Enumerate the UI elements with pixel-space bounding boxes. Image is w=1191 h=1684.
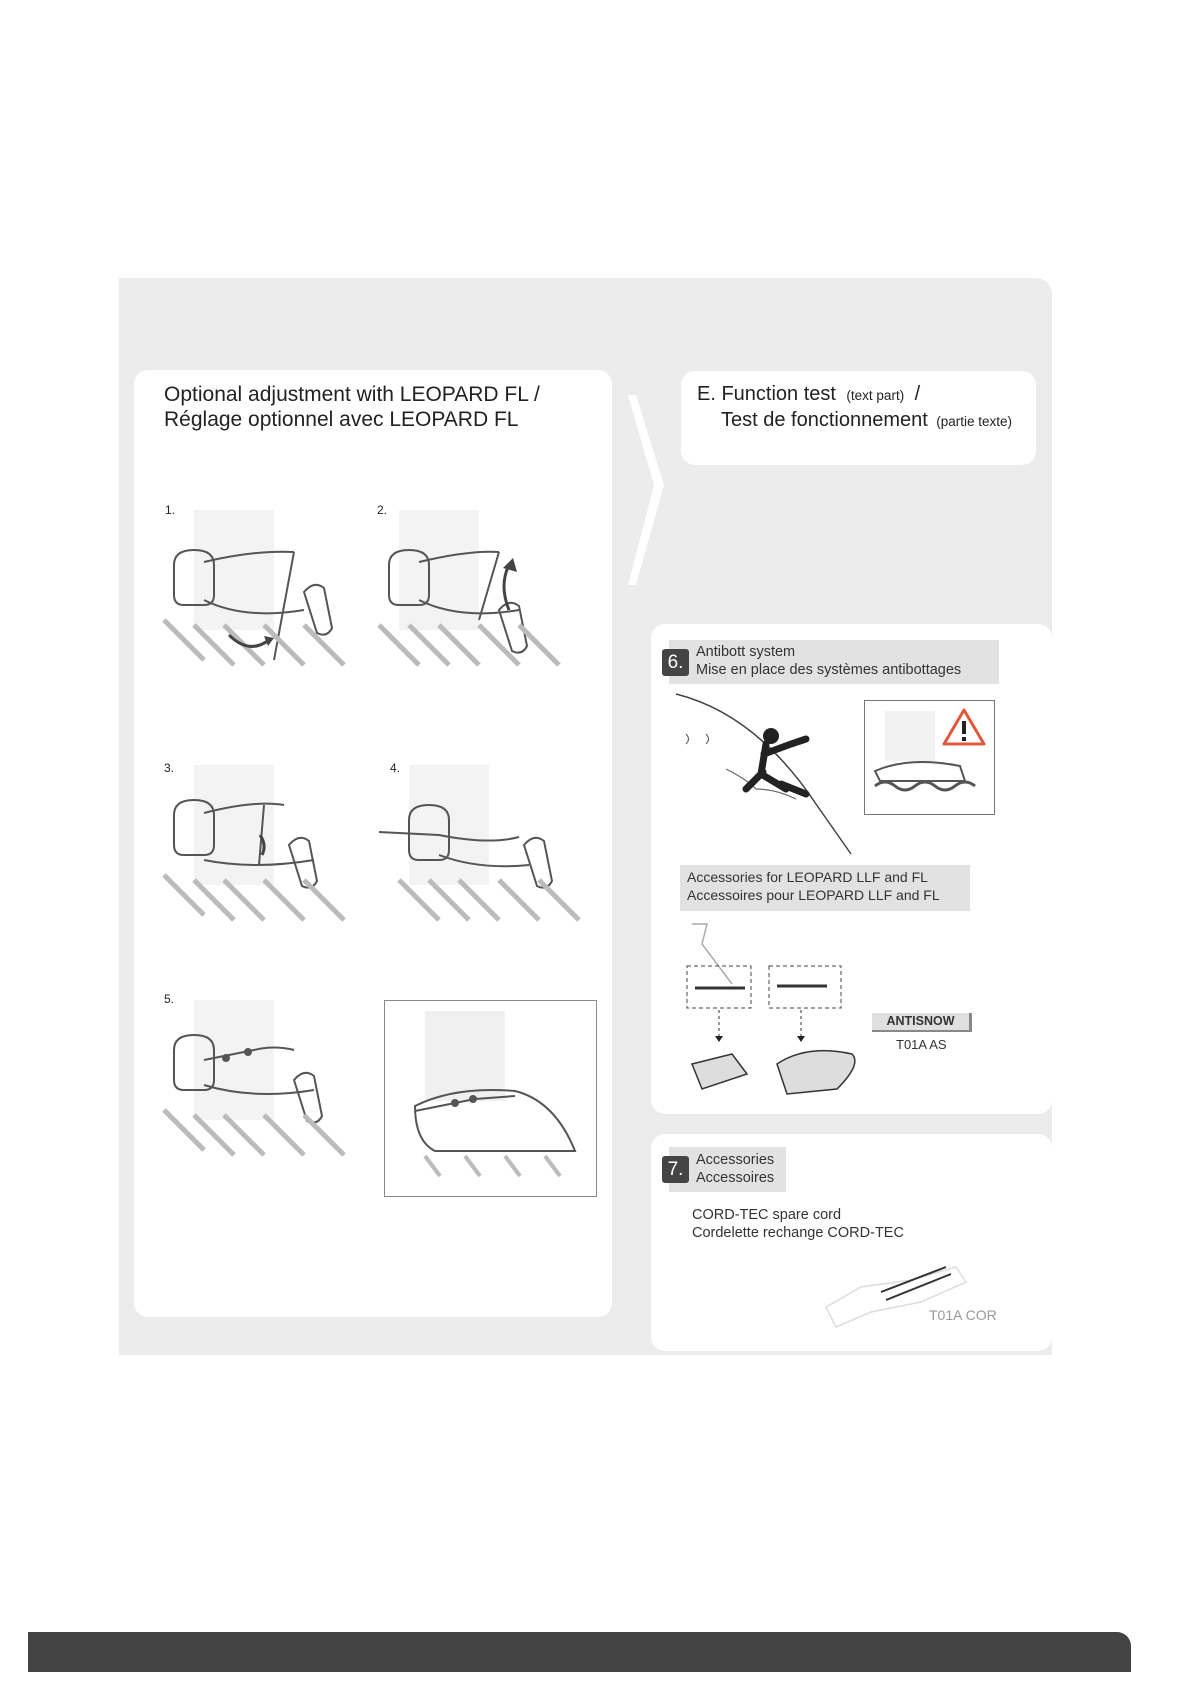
- cord-tec-item-en: CORD-TEC spare cord: [692, 1207, 842, 1223]
- crampon-step-1-illustration: [164, 500, 364, 690]
- accessories-title-en: Accessories for LEOPARD LLF and FL: [687, 869, 928, 885]
- footer-bar: [28, 1632, 1131, 1672]
- section-number-badge: 7.: [662, 1156, 689, 1183]
- accessories-title-fr: Accessoires: [696, 1170, 775, 1186]
- section-number-badge: 6.: [662, 649, 689, 676]
- antibott-system-card: [651, 624, 1052, 1114]
- accessories-title-en: Accessories: [696, 1152, 775, 1168]
- card-title-fr: Réglage optionnel avec LEOPARD FL: [164, 408, 519, 431]
- function-test-card: [681, 371, 1036, 465]
- function-test-title-en: [697, 383, 920, 406]
- crampon-step-5-illustration: [164, 990, 364, 1180]
- crampon-step-4-illustration: [379, 755, 599, 955]
- fitted-crampon-illustration: [395, 1011, 585, 1186]
- antisnow-product-code: T01A AS: [896, 1037, 947, 1052]
- title-separator: /: [914, 383, 921, 405]
- warning-icon: [942, 707, 986, 747]
- function-test-heading-fr: Test de fonctionnement: [721, 409, 928, 431]
- step-number: 4.: [390, 761, 401, 775]
- antibott-title-en: Antibott system: [696, 644, 796, 660]
- step-number: 5.: [164, 992, 175, 1006]
- function-test-title-fr: [721, 409, 1012, 432]
- card-title-en: Optional adjustment with LEOPARD FL /: [164, 383, 540, 406]
- cord-tec-item-fr: Cordelette rechange CORD-TEC: [692, 1225, 904, 1241]
- accessories-title-fr: Accessoires pour LEOPARD LLF and FL: [687, 887, 940, 903]
- function-test-heading: E. Function test: [697, 383, 836, 405]
- function-test-subheading-fr: (partie texte): [936, 414, 1013, 429]
- antibott-title-fr: Mise en place des systèmes antibottages: [696, 662, 962, 678]
- snow-balling-detail-frame: [864, 700, 995, 815]
- antisnow-product-name: ANTISNOW: [872, 1013, 972, 1032]
- leopard-fl-adjustment-card: [134, 370, 612, 1317]
- step-number: 3.: [164, 761, 175, 775]
- snow-balling-fall-illustration: [676, 694, 856, 859]
- antisnow-installation-illustration: [687, 924, 887, 1104]
- cord-tec-product-code: T01A COR: [929, 1307, 997, 1323]
- crampon-step-2-illustration: [379, 500, 579, 690]
- function-test-subheading: (text part): [846, 388, 905, 403]
- fitted-crampon-frame: [384, 1000, 597, 1197]
- crampon-step-3-illustration: [164, 755, 364, 945]
- step-number: 2.: [377, 503, 388, 517]
- chevron-divider: [628, 395, 668, 595]
- accessories-card: [651, 1134, 1052, 1351]
- step-number: 1.: [165, 503, 176, 517]
